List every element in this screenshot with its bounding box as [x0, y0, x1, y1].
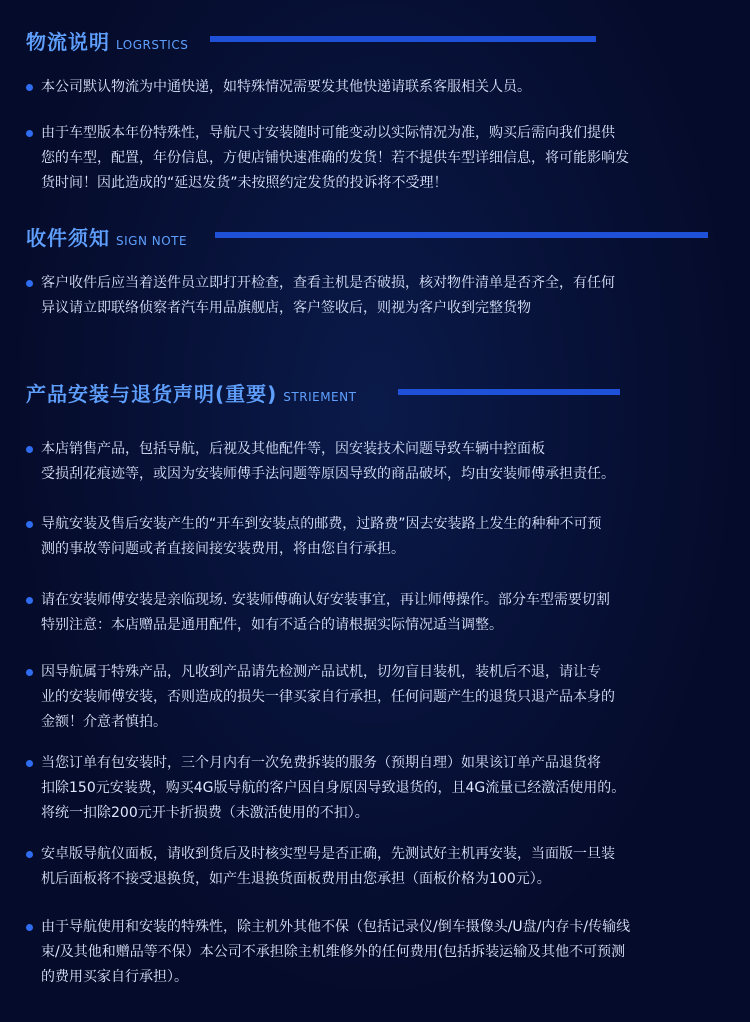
section-subtitle: SIGN NOTE [116, 234, 188, 248]
section-title: 产品安装与退货声明(重要) [26, 382, 278, 406]
bullet-icon [26, 446, 33, 453]
section-header-sign-note [26, 222, 187, 251]
bullet-icon [26, 130, 33, 137]
section-divider [398, 389, 620, 395]
section-header-statement [26, 378, 356, 407]
list-item-text: 客户收件后应当着送件员立即打开检查，查看主机是否破损，核对物件清单是否齐全，有任何 异议请立即联络侦察者汽车用品旗舰店，客户签收后，则视为客户收到完整货物 [41, 275, 615, 316]
section-subtitle: LOGRSTICS [116, 38, 189, 52]
bullet-icon [26, 924, 33, 931]
bullet-icon [26, 669, 33, 676]
section-title: 物流说明 [26, 30, 110, 54]
bullet-icon [26, 851, 33, 858]
list-item-text: 请在安装师傅安装是亲临现场. 安装师傅确认好安装事宜，再让师傅操作。部分车型需要切割 特别注意：本店赠品是通用配件，如有不适合的请根据实际情况适当调整。 [41, 592, 610, 633]
list-item [26, 915, 726, 990]
list-item-text: 由于车型版本年份特殊性，导航尺寸安装随时可能变动以实际情况为准，购买后需向我们提供 您的车型，配置，年份信息，方便店铺快速准确的发货！若不提供车型详细信息，将可能影响发 货时间！因此造成的“延迟发货”未按照约定发货的投诉将不受理！ [41, 125, 629, 191]
list-item [26, 842, 726, 892]
section-divider [215, 232, 708, 238]
bullet-icon [26, 521, 33, 528]
list-item [26, 660, 726, 735]
list-item-text: 因导航属于特殊产品，凡收到产品请先检测产品试机，切勿盲目装机，装机后不退，请让专 业的安装师傅安装，否则造成的损失一律买家自行承担，任何问题产生的退货只退产品本身的 金额！介意者慎拍。 [41, 664, 615, 730]
list-item-text: 本店销售产品，包括导航，后视及其他配件等，因安装技术问题导致车辆中控面板 受损刮花痕迹等，或因为安装师傅手法问题等原因导致的商品破坏，均由安装师傅承担责任。 [41, 441, 615, 482]
section-header-logistics [26, 26, 188, 55]
list-item [26, 512, 726, 562]
bullet-icon [26, 84, 33, 91]
section-subtitle: STRIEMENT [283, 390, 357, 404]
list-item-text: 本公司默认物流为中通快递，如特殊情况需要发其他快递请联系客服相关人员。 [41, 79, 531, 95]
list-item [26, 271, 726, 321]
list-item [26, 751, 726, 826]
list-item [26, 75, 726, 100]
list-item-text: 安卓版导航仪面板，请收到货后及时核实型号是否正确，先测试好主机再安装，当面版一旦装 机后面板将不接受退换货，如产生退换货面板费用由您承担（面板价格为100元）。 [41, 846, 615, 887]
list-item-text: 导航安装及售后安装产生的“开车到安装点的邮费，过路费”因去安装路上发生的种种不可预 测的事故等问题或者直接间接安装费用，将由您自行承担。 [41, 516, 602, 557]
bullet-icon [26, 280, 33, 287]
list-item-text: 由于导航使用和安装的特殊性，除主机外其他不保（包括记录仪/倒车摄像头/U盘/内存卡/传输线 束/及其他和赠品等不保）本公司不承担除主机维修外的任何费用(包括拆装运输及其他不可预测 的费用买家自行承担）。 [41, 919, 631, 985]
section-title: 收件须知 [26, 226, 110, 250]
bullet-icon [26, 760, 33, 767]
section-divider [210, 36, 596, 42]
bullet-icon [26, 597, 33, 604]
list-item-text: 当您订单有包安装时，三个月内有一次免费拆装的服务（预期自理）如果该订单产品退货将 扣除150元安装费，购买4G版导航的客户因自身原因导致退货的，且4G流量已经激活使用的。 将统一扣除200元开卡折损费（未激活使用的不扣）。 [41, 755, 626, 821]
list-item [26, 121, 726, 196]
list-item [26, 437, 726, 487]
list-item [26, 588, 726, 638]
